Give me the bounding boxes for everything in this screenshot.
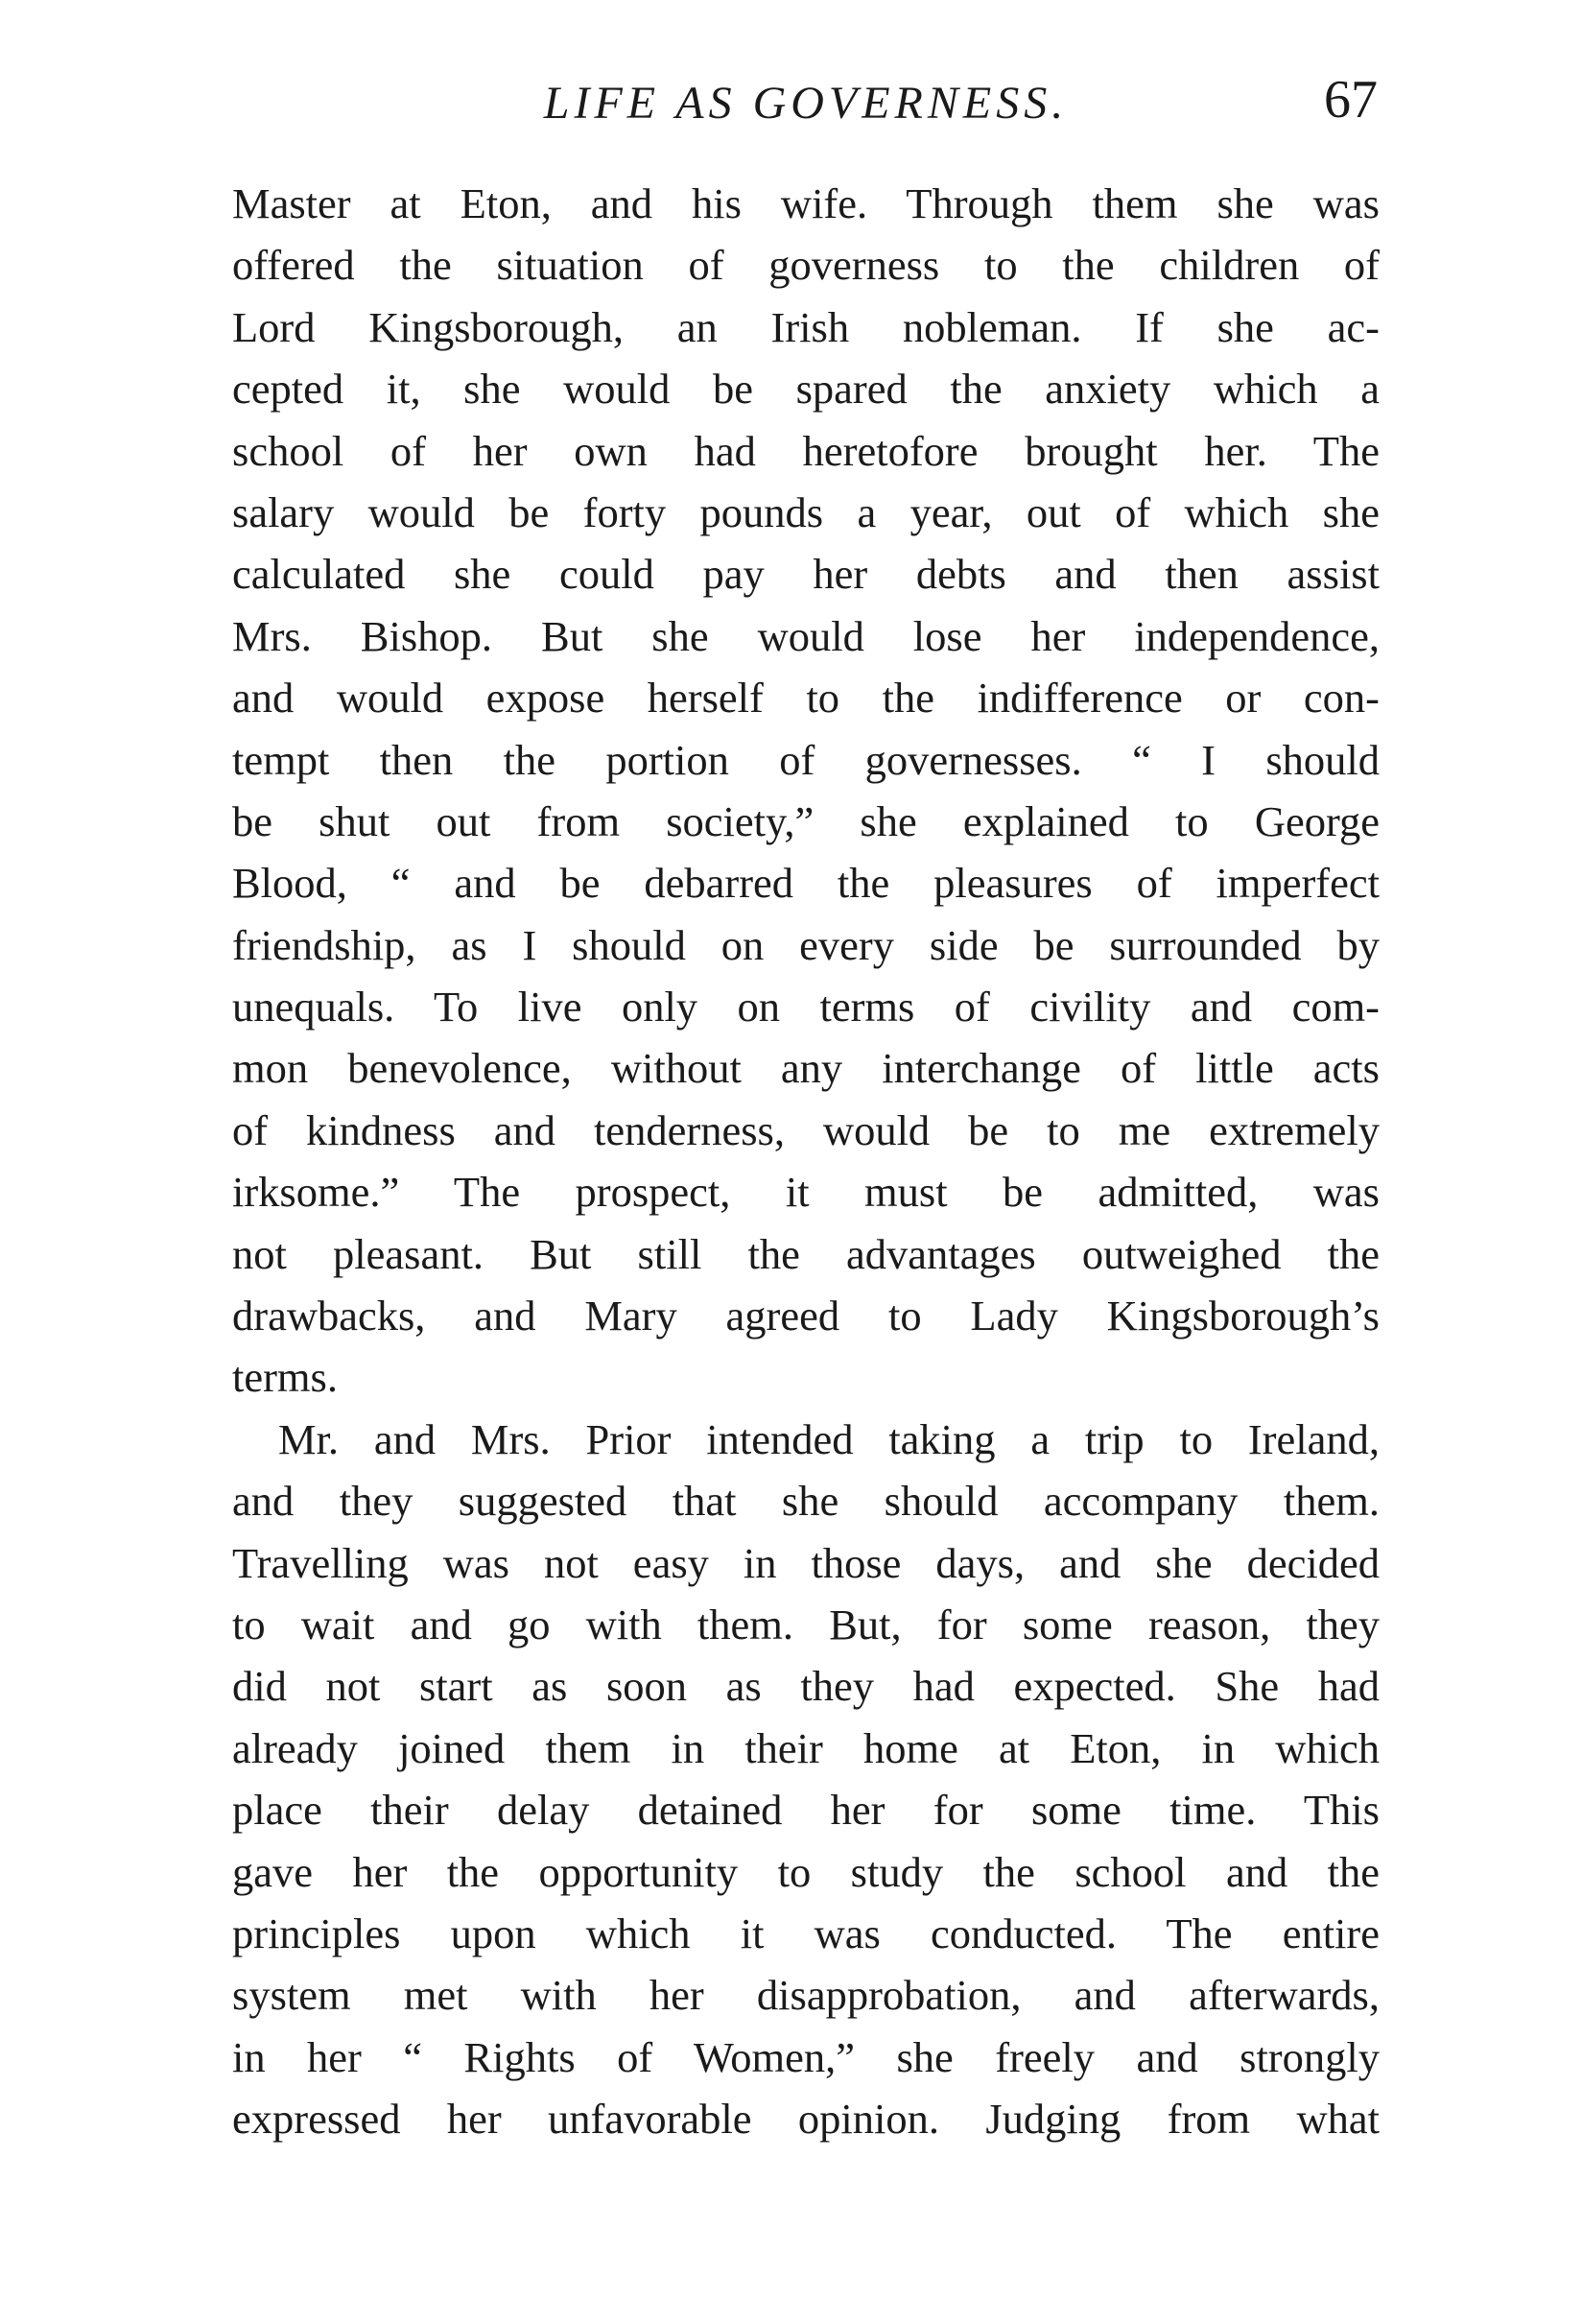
running-head	[232, 67, 1380, 134]
paragraph-1	[232, 173, 1380, 1409]
text-line: Mrs. Bishop. But she would lose her independence,	[232, 611, 1380, 660]
text-line: place their delay detained her for some time. This	[232, 1786, 1380, 1835]
text-line: drawbacks, and Mary agreed to Lady Kingsborough’s	[232, 1292, 1380, 1340]
text-line: be shut out from society,” she explained to George	[232, 796, 1380, 845]
text-line: Lord Kingsborough, an Irish nobleman. If she ac-	[232, 302, 1380, 351]
text-line: Mr. and Mrs. Prior intended taking a trip to Ireland,	[278, 1414, 1380, 1463]
text-line: unequals. To live only on terms of civility and com-	[232, 983, 1380, 1032]
text-line: Master at Eton, and his wife. Through them she was	[232, 179, 1380, 227]
text-line: offered the situation of governess to the children of	[232, 241, 1380, 290]
text-line: principles upon which it was conducted. The entire	[232, 1909, 1380, 1957]
text-line: tempt then the portion of governesses. “ I should	[232, 735, 1380, 784]
text-line: Blood, “ and be debarred the pleasures of imperfect	[232, 859, 1380, 908]
text-line: gave her the opportunity to study the school and the	[232, 1847, 1380, 1896]
text-line: calculated she could pay her debts and then assist	[232, 550, 1380, 599]
text-line: irksome.” The prospect, it must be admitted, was	[232, 1168, 1380, 1217]
text-line: salary would be forty pounds a year, out of which she	[232, 487, 1380, 536]
page-number: 67	[1324, 70, 1378, 130]
text-line: and would expose herself to the indifference or con-	[232, 674, 1380, 723]
text-line: already joined them in their home at Eton, in which	[232, 1723, 1380, 1772]
text-line: school of her own had heretofore brought her. The	[232, 426, 1380, 475]
text-line: Travelling was not easy in those days, and she decided	[232, 1538, 1380, 1587]
text-line: and they suggested that she should accompany them.	[232, 1477, 1380, 1526]
running-title: LIFE AS GOVERNESS.	[543, 78, 1069, 129]
text-line: mon benevolence, without any interchange of little acts	[232, 1044, 1380, 1093]
text-line: not pleasant. But still the advantages outweighed the	[232, 1229, 1380, 1278]
text-line: system met with her disapprobation, and afterwards,	[232, 1971, 1380, 2020]
text-line: in her “ Rights of Women,” she freely and strongly	[232, 2032, 1380, 2081]
text-line: to wait and go with them. But, for some reason, they	[232, 1600, 1380, 1648]
text-line: of kindness and tenderness, would be to me extremely	[232, 1105, 1380, 1154]
text-line: friendship, as I should on every side be surrounded by	[232, 920, 1380, 969]
text-line: cepted it, she would be spared the anxiety which a	[232, 365, 1380, 414]
text-line: expressed her unfavorable opinion. Judging from what	[232, 2095, 1380, 2144]
text-line: terms.	[232, 1353, 338, 1402]
paragraph-2	[232, 1409, 1380, 2150]
text-line: did not start as soon as they had expected. She had	[232, 1662, 1380, 1711]
body-text	[232, 173, 1380, 2150]
